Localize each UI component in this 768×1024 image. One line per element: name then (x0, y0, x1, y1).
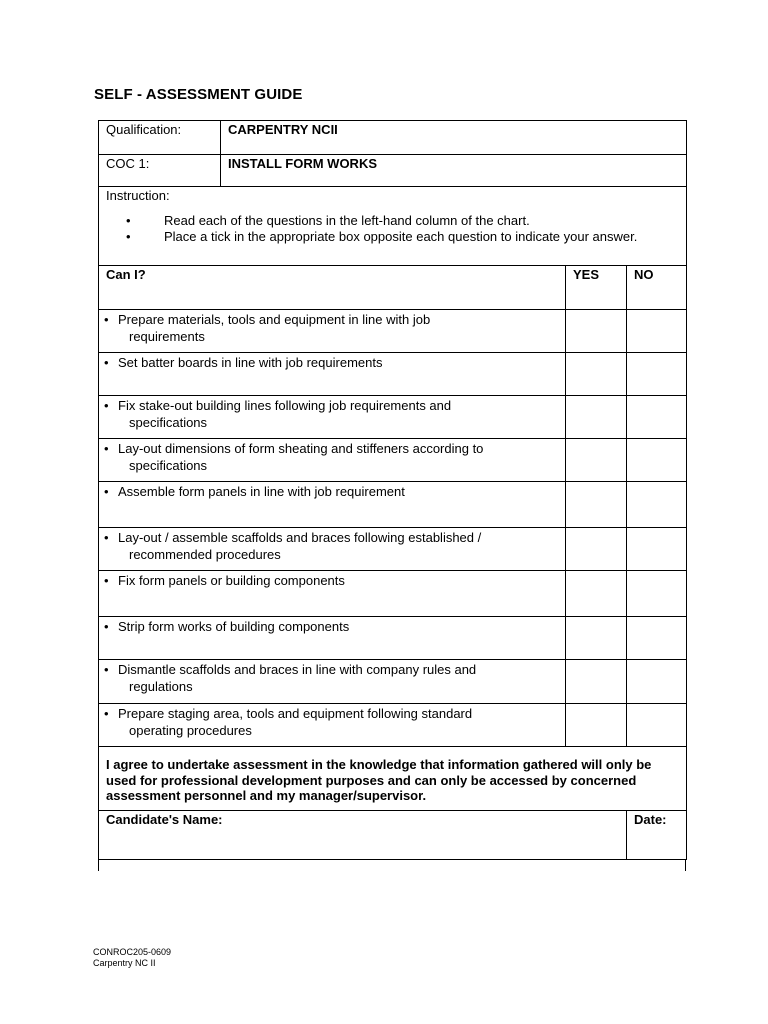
header-can-i: Can I? (99, 266, 566, 310)
question-cell (99, 617, 566, 660)
question-text-cont: specifications (129, 458, 208, 473)
question-row (99, 353, 687, 396)
question-text-cont: specifications (129, 415, 208, 430)
yes-checkbox[interactable] (566, 660, 627, 704)
qualification-label: Qualification: (99, 121, 221, 155)
question-row (99, 528, 687, 571)
date-label: Date: (634, 812, 667, 827)
question-text: Lay-out dimensions of form sheating and stiffeners according to (118, 441, 484, 456)
question-row (99, 704, 687, 747)
no-checkbox[interactable] (627, 439, 687, 482)
bullet-icon: • (104, 530, 109, 545)
yes-checkbox[interactable] (566, 396, 627, 439)
yes-checkbox[interactable] (566, 617, 627, 660)
coc-row (99, 155, 687, 187)
question-row (99, 571, 687, 617)
table-edge-left (98, 859, 99, 871)
question-row (99, 439, 687, 482)
bullet-icon: • (104, 573, 109, 588)
question-text: Set batter boards in line with job requirements (118, 355, 383, 370)
header-no: NO (627, 266, 687, 310)
question-text: Lay-out / assemble scaffolds and braces following established / (118, 530, 482, 545)
question-cell (99, 310, 566, 353)
instruction-cell (99, 187, 687, 266)
instruction-item: • Read each of the questions in the left-hand column of the chart. (126, 213, 679, 228)
instruction-label: Instruction: (106, 188, 170, 203)
question-cell (99, 353, 566, 396)
date-field[interactable] (627, 811, 687, 860)
question-cell (99, 660, 566, 704)
candidate-name-label: Candidate's Name: (106, 812, 223, 827)
qualification-row (99, 121, 687, 155)
agreement-row (99, 747, 687, 811)
bullet-icon: • (104, 312, 109, 327)
coc-label: COC 1: (99, 155, 221, 187)
yes-checkbox[interactable] (566, 482, 627, 528)
question-cell (99, 704, 566, 747)
question-row (99, 617, 687, 660)
coc-value: INSTALL FORM WORKS (221, 155, 687, 187)
no-checkbox[interactable] (627, 660, 687, 704)
qualification-value: CARPENTRY NCII (221, 121, 687, 155)
yes-checkbox[interactable] (566, 439, 627, 482)
question-cell (99, 439, 566, 482)
question-text: Prepare materials, tools and equipment in line with job (118, 312, 431, 327)
no-checkbox[interactable] (627, 617, 687, 660)
bullet-icon: • (104, 398, 109, 413)
question-row (99, 482, 687, 528)
no-checkbox[interactable] (627, 353, 687, 396)
yes-checkbox[interactable] (566, 704, 627, 747)
yes-checkbox[interactable] (566, 528, 627, 571)
no-checkbox[interactable] (627, 571, 687, 617)
question-row (99, 396, 687, 439)
bullet-icon: • (104, 706, 109, 721)
header-row (99, 266, 687, 310)
footer-name: Carpentry NC II (93, 958, 156, 968)
header-yes: YES (566, 266, 627, 310)
yes-checkbox[interactable] (566, 310, 627, 353)
instruction-list (106, 213, 679, 244)
footer (93, 947, 171, 969)
question-text: Fix stake-out building lines following job requirements and (118, 398, 452, 413)
instruction-item: • Place a tick in the appropriate box opposite each question to indicate your answer. (126, 229, 679, 244)
question-text-cont: regulations (129, 679, 193, 694)
signature-row (99, 811, 687, 860)
footer-code: CONROC205-0609 (93, 947, 172, 957)
question-row (99, 660, 687, 704)
question-text: Dismantle scaffolds and braces in line with company rules and (118, 662, 477, 677)
question-cell (99, 396, 566, 439)
page-title: SELF - ASSESSMENT GUIDE (94, 86, 303, 103)
bullet-icon: • (104, 662, 109, 677)
question-cell (99, 571, 566, 617)
question-cell (99, 528, 566, 571)
question-text: Prepare staging area, tools and equipment following standard (118, 706, 473, 721)
no-checkbox[interactable] (627, 396, 687, 439)
bullet-icon: • (104, 619, 109, 634)
yes-checkbox[interactable] (566, 571, 627, 617)
agreement-text: I agree to undertake assessment in the knowledge that information gathered will only be used for professional development purposes and can only be accessed by concerned assessment personnel and my manager/supervisor. (99, 747, 687, 811)
assessment-table (98, 120, 687, 860)
question-text-cont: operating procedures (129, 723, 252, 738)
question-text-cont: requirements (129, 329, 205, 344)
candidate-name-field[interactable] (99, 811, 627, 860)
question-cell (99, 482, 566, 528)
no-checkbox[interactable] (627, 310, 687, 353)
no-checkbox[interactable] (627, 528, 687, 571)
question-text: Fix form panels or building components (118, 573, 345, 588)
question-row (99, 310, 687, 353)
question-text: Assemble form panels in line with job requirement (118, 484, 405, 499)
bullet-icon: • (104, 441, 109, 456)
bullet-icon: • (104, 355, 109, 370)
bullet-icon: • (104, 484, 109, 499)
no-checkbox[interactable] (627, 482, 687, 528)
no-checkbox[interactable] (627, 704, 687, 747)
instruction-row (99, 187, 687, 266)
yes-checkbox[interactable] (566, 353, 627, 396)
question-text-cont: recommended procedures (129, 547, 281, 562)
question-text: Strip form works of building components (118, 619, 350, 634)
table-edge-right (685, 859, 686, 871)
